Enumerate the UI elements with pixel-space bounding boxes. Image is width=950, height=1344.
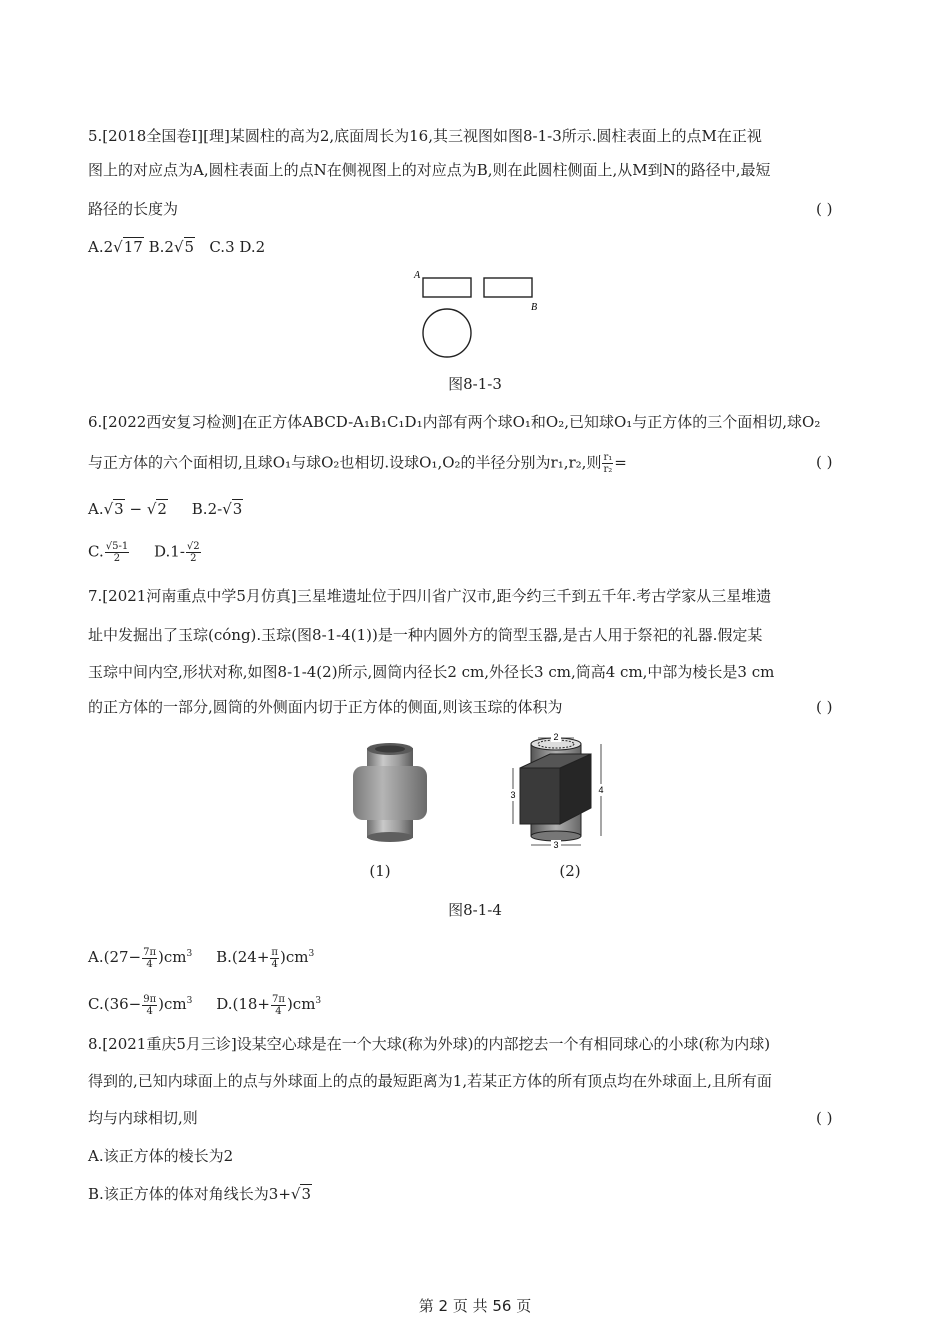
jade-cong-photo [345,740,435,845]
q5-option-a-sqrt: √17 [113,238,143,256]
subfig-label-1: (1) [369,862,391,880]
side-view-rect [484,278,532,297]
q7-line-4: 的正方体的一部分,圆筒的外侧面内切于正方体的侧面,则该玉琮的体积为 [88,698,563,716]
q5-line-3: 路径的长度为 [88,200,179,218]
top-view-circle [423,309,471,357]
q7-options-cd [88,991,321,1017]
q6-option-a-sqrt2: √2 [146,500,167,518]
page-footer: 第 2 页 共 56 页 [418,1297,532,1315]
jade-cong-diagram [505,728,615,853]
q7-option-b-exp: 3 [308,949,315,959]
q6-equals: = [614,453,627,472]
q8-option-b [88,1184,312,1204]
q8-line-2: 得到的,已知内球面上的点与外球面上的点的最短距离为1,若某正方体的所有顶点均在外球面上,且所有面 [88,1072,772,1090]
q7-option-a-prefix: A.(27− [88,948,142,966]
q5-options [88,237,265,257]
q7-line-2: 址中发掘出了玉琮(cóng).玉琮(图8-1-4(1))是一种内圆外方的筒型玉器,是古人用于祭祀的礼器.假定某 [88,626,763,644]
q7-options-ab [88,944,314,970]
q6-line-2-text: 与正方体的六个面相切,且球O₁与球O₂也相切.设球O₁,O₂的半径分别为r₁,r₂,则 [88,453,602,472]
q6-option-d-fraction: $\frac{√2}{2}$ [186,541,200,564]
q7-line-3: 玉琮中间内空,形状对称,如图8-1-4(2)所示,圆筒内径长2 cm,外径长3 cm,筒高4 cm,中部为棱长是3 cm [88,663,775,681]
q7-line-1: 7.[2021河南重点中学5月仿真]三星堆遗址位于四川省广汉市,距今约三千到五千年.考古学家从三星堆遗 [88,587,772,605]
q6-ratio-fraction: $\frac{\text{r₁}}{\text{r₂}}$ [603,452,613,475]
q7-option-b-fraction: $\frac{\pi}{4}$ [271,946,278,970]
q7-option-a-fraction: $\frac{7\pi}{4}$ [143,946,157,970]
dim-right: 4 [598,785,604,795]
front-view-rect [423,278,471,297]
q5-line-1: 5.[2018全国卷Ⅰ][理]某圆柱的高为2,底面周长为16,其三视图如图8-1-3所示.圆柱表面上的点M在正视 [88,127,762,145]
q8-option-b-prefix: B.该正方体的体对角线长为3+ [88,1185,291,1203]
q7-option-a-suffix: )cm [158,948,187,966]
dim-top: 2 [553,732,559,742]
q6-option-b-sqrt: √3 [222,500,243,518]
figure-8-1-3-caption: 图8-1-3 [448,375,502,393]
q6-option-a-minus: − [124,500,147,518]
fig-label-a: A [414,270,421,281]
q7-option-d-exp: 3 [315,996,322,1006]
q5-option-a-prefix: A.2 [88,238,114,256]
q7-option-c-fraction: $\frac{9\pi}{4}$ [143,993,157,1017]
q7-option-a-exp: 3 [186,949,193,959]
q6-option-b-prefix: B.2- [191,500,223,518]
q6-line-2 [88,452,627,475]
q8-line-3: 均与内球相切,则 [88,1109,198,1127]
figure-8-1-4-caption: 图8-1-4 [448,901,502,919]
q6-option-c-fraction: $\frac{√5-1}{2}$ [105,541,129,564]
q7-option-c-prefix: C.(36− [88,995,142,1013]
subfig-label-2: (2) [559,862,581,880]
q6-option-a-prefix: A. [88,500,104,518]
q6-options-cd [88,541,202,564]
q6-option-d-prefix: D.1- [154,542,185,561]
q7-answer-paren: ( ) [816,698,833,716]
q6-line-1: 6.[2022西安复习检测]在正方体ABCD-A₁B₁C₁D₁内部有两个球O₁和O₂,已知球O₁与正方体的三个面相切,球O₂ [88,413,821,431]
q5-option-d: D.2 [239,238,266,256]
figure-8-1-3-views [410,266,545,361]
q6-option-a-sqrt1: √3 [103,500,124,518]
fig-label-b: B [531,302,538,313]
q7-option-c-exp: 3 [186,996,193,1006]
q7-option-d-suffix: )cm [286,995,316,1013]
q5-option-b-sqrt: √5 [173,238,195,256]
q7-option-b-suffix: )cm [280,948,309,966]
q5-option-c: C.3 [209,238,235,256]
q7-option-c-suffix: )cm [158,995,187,1013]
q5-option-b-prefix: B.2 [148,238,174,256]
q6-answer-paren: ( ) [816,453,833,471]
q7-option-d-fraction: $\frac{7\pi}{4}$ [272,993,285,1017]
q6-option-c-prefix: C. [88,542,104,561]
q7-option-b-prefix: B.(24+ [216,948,270,966]
q8-option-b-sqrt: √3 [290,1185,312,1203]
q5-answer-paren: ( ) [816,200,833,218]
q5-line-2: 图上的对应点为A,圆柱表面上的点N在侧视图上的对应点为B,则在此圆柱侧面上,从M到N的路径中,最短 [88,161,771,179]
q8-answer-paren: ( ) [816,1109,833,1127]
q6-options-ab [88,499,243,519]
q7-option-d-prefix: D.(18+ [216,995,270,1013]
q8-line-1: 8.[2021重庆5月三诊]设某空心球是在一个大球(称为外球)的内部挖去一个有相同球心的小球(称为内球) [88,1035,771,1053]
dim-bottom: 3 [553,840,559,850]
dim-left: 3 [510,790,516,800]
q8-option-a: A.该正方体的棱长为2 [88,1147,234,1165]
